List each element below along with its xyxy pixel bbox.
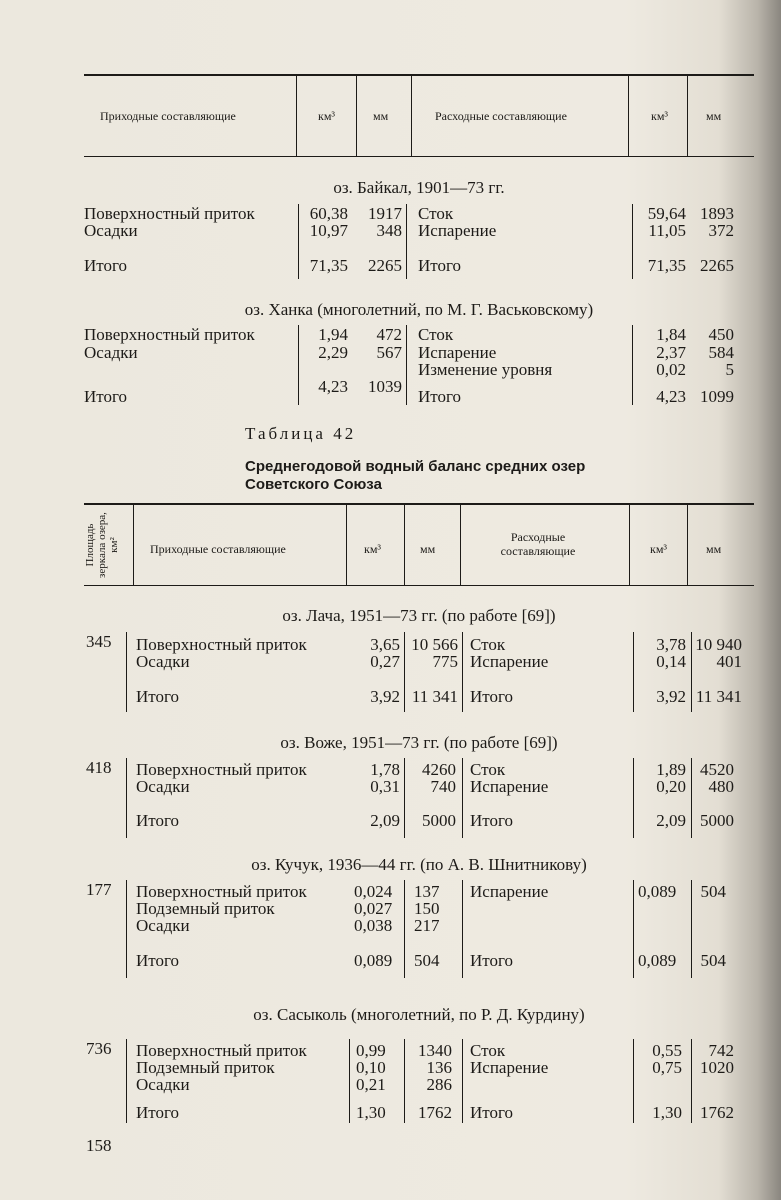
kuchuk-in-1-name: Подземный приток (136, 899, 275, 918)
lacha-out-1-name: Испарение (470, 652, 549, 671)
header1-incoming: Приходные составляющие (100, 109, 236, 123)
baikal-out-1-km3: 11,05 (648, 221, 686, 240)
header1-km3-out: км³ (651, 109, 669, 123)
khanka-title: оз. Ханка (многолетний, по М. Г. Васьковскому) (244, 300, 594, 319)
header1-km3: км³ (318, 109, 336, 123)
khanka-in-1-km3: 2,29 (318, 343, 348, 362)
khanka-out-2-km3: 0,02 (656, 360, 686, 379)
sasykol-in-2-name: Осадки (136, 1075, 190, 1094)
lacha-out-1-km3: 0,14 (656, 652, 686, 671)
khanka-in-0-km3: 1,94 (318, 325, 348, 344)
header2-incoming: Приходные составляющие (150, 542, 286, 556)
header1-outgoing: Расходные составляющие (435, 109, 567, 123)
khanka-out-0-name: Сток (418, 325, 454, 344)
kuchuk-out-0-mm: 504 (700, 882, 726, 901)
vozhe-area: 418 (86, 758, 112, 777)
sasykol-out-0-name: Сток (470, 1041, 506, 1060)
kuchuk-in-0-km3: 0,024 (354, 882, 393, 901)
table1-header-rule (84, 156, 754, 157)
lacha-out-0-mm: 10 940 (695, 635, 742, 654)
sasykol-in-total-km3: 1,30 (356, 1103, 386, 1122)
baikal-in-1-km3: 10,97 (309, 221, 348, 240)
lacha-in-0-name: Поверхностный приток (136, 635, 307, 654)
baikal-in-1-name: Осадки (84, 221, 138, 240)
baikal-out-1-mm: 372 (708, 221, 734, 240)
kuchuk-in-0-mm: 137 (414, 882, 440, 901)
baikal-title: оз. Байкал, 1901—73 гг. (333, 178, 505, 197)
khanka-out-total-name: Итого (418, 387, 462, 406)
kuchuk-in-total-name: Итого (136, 951, 180, 970)
baikal-in-0-name: Поверхностный приток (84, 204, 255, 223)
sasykol-in-0-mm: 1340 (418, 1041, 452, 1060)
khanka-in-1-mm: 567 (376, 343, 402, 362)
vozhe-in-total-mm: 5000 (422, 811, 456, 830)
vozhe-in-total-km3: 2,09 (370, 811, 400, 830)
vozhe-in-1-mm: 740 (430, 777, 456, 796)
header2-mm: мм (420, 542, 436, 556)
kuchuk-out-total-km3: 0,089 (638, 951, 677, 970)
baikal-in-total-km3: 71,35 (309, 256, 348, 275)
khanka-in-total-name: Итого (84, 387, 128, 406)
sasykol-in-2-mm: 286 (426, 1075, 452, 1094)
kuchuk-in-2-name: Осадки (136, 916, 190, 935)
header2-mm-out: мм (706, 542, 722, 556)
khanka-out-total-km3: 4,23 (656, 387, 686, 406)
table42-title-line1: Среднегодовой водный баланс средних озер (245, 458, 586, 475)
baikal-in-total-name: Итого (84, 256, 128, 275)
vozhe-out-0-mm: 4520 (700, 760, 734, 779)
khanka-out-1-name: Испарение (418, 343, 497, 362)
table2-top-rule (84, 503, 754, 505)
khanka-out-total-mm: 1099 (700, 387, 734, 406)
header2-km3: км³ (364, 542, 382, 556)
sasykol-title: оз. Сасыколь (многолетний, по Р. Д. Курдину) (253, 1005, 585, 1024)
khanka-out-0-km3: 1,84 (656, 325, 686, 344)
baikal-out-total-km3: 71,35 (647, 256, 686, 275)
khanka-out-2-mm: 5 (725, 360, 734, 379)
lacha-out-0-km3: 3,78 (656, 635, 686, 654)
sasykol-in-0-name: Поверхностный приток (136, 1041, 307, 1060)
sasykol-in-1-km3: 0,10 (356, 1058, 386, 1077)
header2-outgoing: Расходные составляющие (500, 530, 576, 558)
baikal-in-total-mm: 2265 (368, 256, 402, 275)
kuchuk-out-0-km3: 0,089 (638, 882, 677, 901)
lacha-in-1-mm: 775 (432, 652, 458, 671)
vozhe-out-total-name: Итого (470, 811, 514, 830)
sasykol-area: 736 (86, 1039, 112, 1058)
page-number: 158 (86, 1136, 112, 1155)
header2-km3-out: км³ (650, 542, 668, 556)
kuchuk-in-0-name: Поверхностный приток (136, 882, 307, 901)
sasykol-out-total-name: Итого (470, 1103, 514, 1122)
kuchuk-out-0-name: Испарение (470, 882, 549, 901)
baikal-in-1-mm: 348 (376, 221, 402, 240)
header1-mm-out: мм (706, 109, 722, 123)
kuchuk-in-1-mm: 150 (414, 899, 440, 918)
sasykol-out-1-km3: 0,75 (652, 1058, 682, 1077)
baikal-out-0-km3: 59,64 (647, 204, 686, 223)
vozhe-title: оз. Воже, 1951—73 гг. (по работе [69]) (280, 733, 558, 752)
lacha-out-total-km3: 3,92 (656, 687, 686, 706)
khanka-in-1-name: Осадки (84, 343, 138, 362)
baikal-out-total-mm: 2265 (700, 256, 734, 275)
lacha-in-0-km3: 3,65 (370, 635, 400, 654)
kuchuk-title: оз. Кучук, 1936—44 гг. (по А. В. Шнитникову) (251, 855, 587, 874)
vozhe-out-1-km3: 0,20 (656, 777, 686, 796)
baikal-out-0-name: Сток (418, 204, 454, 223)
lacha-out-total-mm: 11 341 (695, 687, 742, 706)
lacha-in-1-km3: 0,27 (370, 652, 400, 671)
kuchuk-area: 177 (86, 880, 112, 899)
sasykol-out-total-km3: 1,30 (652, 1103, 682, 1122)
khanka-out-1-km3: 2,37 (656, 343, 686, 362)
table1-top-rule (84, 74, 754, 76)
vozhe-in-0-mm: 4260 (422, 760, 456, 779)
khanka-in-total-mm: 1039 (368, 377, 402, 396)
lacha-in-total-mm: 11 341 (411, 687, 458, 706)
lacha-in-total-km3: 3,92 (370, 687, 400, 706)
baikal-in-0-km3: 60,38 (309, 204, 348, 223)
table42-label: Таблица 42 (245, 424, 357, 443)
vozhe-out-1-name: Испарение (470, 777, 549, 796)
vozhe-in-1-name: Осадки (136, 777, 190, 796)
lacha-title: оз. Лача, 1951—73 гг. (по работе [69]) (282, 606, 556, 625)
sasykol-in-1-mm: 136 (426, 1058, 452, 1077)
khanka-in-0-name: Поверхностный приток (84, 325, 255, 344)
kuchuk-out-total-mm: 504 (700, 951, 726, 970)
sasykol-in-total-name: Итого (136, 1103, 180, 1122)
sasykol-out-0-mm: 742 (708, 1041, 734, 1060)
khanka-out-2-name: Изменение уровня (418, 360, 553, 379)
baikal-out-1-name: Испарение (418, 221, 497, 240)
sasykol-in-2-km3: 0,21 (356, 1075, 386, 1094)
kuchuk-in-2-km3: 0,038 (354, 916, 393, 935)
lacha-in-0-mm: 10 566 (411, 635, 458, 654)
sasykol-out-1-mm: 1020 (700, 1058, 734, 1077)
lacha-out-total-name: Итого (470, 687, 514, 706)
vozhe-in-1-km3: 0,31 (370, 777, 400, 796)
lacha-in-1-name: Осадки (136, 652, 190, 671)
vozhe-out-total-mm: 5000 (700, 811, 734, 830)
lacha-out-0-name: Сток (470, 635, 506, 654)
table2-header-rule (84, 585, 754, 586)
header2-area: Площадь зеркала озера, км² (84, 512, 120, 578)
kuchuk-in-2-mm: 217 (414, 916, 440, 935)
khanka-out-1-mm: 584 (708, 343, 734, 362)
kuchuk-out-total-name: Итого (470, 951, 514, 970)
table42-title-line2: Советского Союза (245, 476, 382, 493)
sasykol-in-0-km3: 0,99 (356, 1041, 386, 1060)
sasykol-in-total-mm: 1762 (418, 1103, 452, 1122)
header1-mm: мм (373, 109, 389, 123)
vozhe-in-0-name: Поверхностный приток (136, 760, 307, 779)
kuchuk-in-total-km3: 0,089 (354, 951, 393, 970)
vozhe-out-1-mm: 480 (708, 777, 734, 796)
sasykol-out-total-mm: 1762 (700, 1103, 734, 1122)
lacha-in-total-name: Итого (136, 687, 180, 706)
baikal-in-0-mm: 1917 (368, 204, 402, 223)
kuchuk-in-1-km3: 0,027 (354, 899, 393, 918)
khanka-in-total-km3: 4,23 (318, 377, 348, 396)
baikal-out-total-name: Итого (418, 256, 462, 275)
sasykol-in-1-name: Подземный приток (136, 1058, 275, 1077)
kuchuk-in-total-mm: 504 (414, 951, 440, 970)
vozhe-in-0-km3: 1,78 (370, 760, 400, 779)
baikal-out-0-mm: 1893 (700, 204, 734, 223)
lacha-area: 345 (86, 632, 112, 651)
khanka-in-0-mm: 472 (376, 325, 402, 344)
lacha-out-1-mm: 401 (716, 652, 742, 671)
khanka-out-0-mm: 450 (708, 325, 734, 344)
sasykol-out-0-km3: 0,55 (652, 1041, 682, 1060)
vozhe-out-0-km3: 1,89 (656, 760, 686, 779)
sasykol-out-1-name: Испарение (470, 1058, 549, 1077)
vozhe-out-0-name: Сток (470, 760, 506, 779)
vozhe-in-total-name: Итого (136, 811, 180, 830)
vozhe-out-total-km3: 2,09 (656, 811, 686, 830)
